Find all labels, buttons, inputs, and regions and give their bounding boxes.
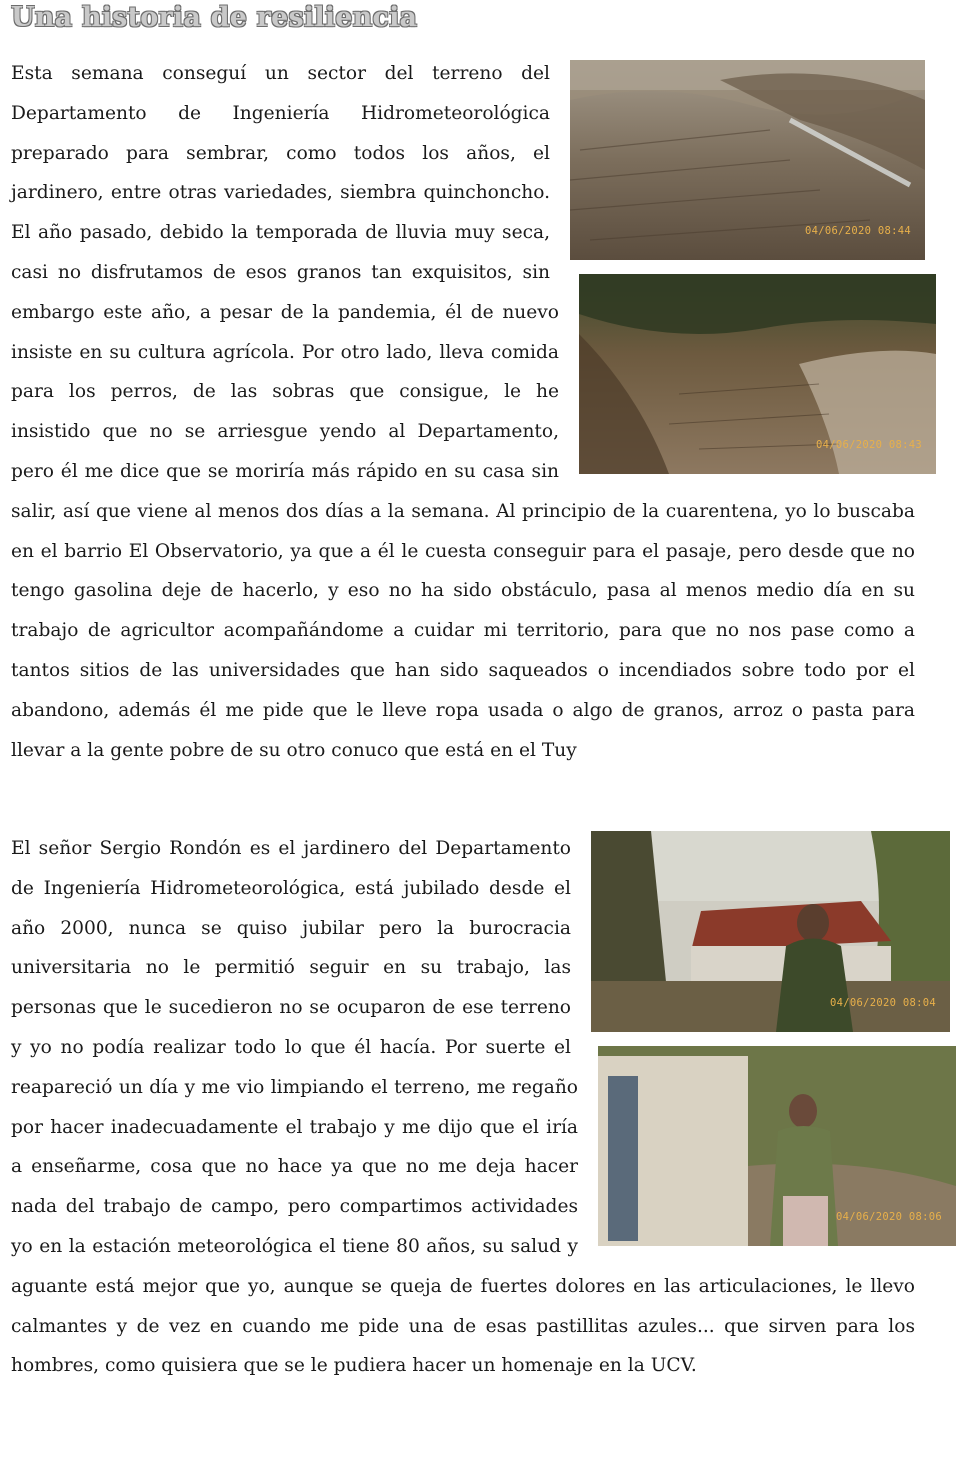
photo-timestamp: 04/06/2020 08:44 [805, 225, 911, 238]
paragraph-2-text: El señor Sergio Rondón es el jardinero del Departamento de Ingeniería Hidrometeorológica, está jubilado desde el año 2000, nunca se quiso jubilar pero la burocracia universitaria no le permitió seguir en su trabajo, las personas que le sucedieron no se ocuparon de ese terreno y yo no podía realizar todo lo que él hacía. Por suerte el reapareció un día y me vio limpiando el terreno, me regaño por hacer inadecuadamente el trabajo y me dijo que el iría a enseñarme, cosa que no hace ya que no me deja hacer nada del trabajo de campo, pero compartimos actividades yo en la estación meteorológica el tiene 80 años, su salud y aguante está mejor que yo, aunque se queja de fuertes dolores en las articulaciones, le llevo calmantes y de vez en cuando me pide una de esas pastillitas azules... que sirven para los hombres, como quisiera que se le pudiera hacer un homenaje en la UCV. [11, 838, 915, 1377]
photo-timestamp: 04/06/2020 08:06 [836, 1211, 942, 1224]
paragraph-1 [11, 54, 922, 770]
photo-cleared-ground [579, 274, 936, 474]
photo-plowed-field [570, 60, 925, 260]
photo-timestamp: 04/06/2020 08:43 [816, 439, 922, 452]
paragraph-2 [11, 829, 942, 1386]
photo-timestamp: 04/06/2020 08:04 [830, 997, 936, 1010]
photo-gardener-station [598, 1046, 956, 1246]
page-title: Una historia de resiliencia [11, 2, 418, 33]
paragraph-1-text: Esta semana conseguí un sector del terreno del Departamento de Ingeniería Hidrometeorológica preparado para sembrar, como todos los años, el jardinero, entre otras variedades, siembra quinchoncho. El año pasado, debido la temporada de lluvia muy seca, casi no disfrutamos de esos granos tan exquisitos, sin embargo este año, a pesar de la pandemia, él de nuevo insiste en su cultura agrícola. Por otro lado, lleva comida para los perros, de las sobras que consigue, le he insistido que no se arriesgue yendo al Departamento, pero él me dice que se moriría más rápido en su casa sin salir, así que viene al menos dos días a la semana. Al principio de la cuarentena, yo lo buscaba en el barrio El Observatorio, ya que a él le cuesta conseguir para el pasaje, pero desde que no tengo gasolina deje de hacerlo, y eso no ha sido obstáculo, pasa al menos medio día en su trabajo de agricultor acompañándome a cuidar mi territorio, para que no nos pase como a tantos sitios de las universidades que han sido saqueados o incendiados sobre todo por el abandono, además él me pide que le lleve ropa usada o algo de granos, arroz o pasta para llevar a la gente pobre de su otro conuco que está en el Tuy [11, 63, 915, 761]
photo-gardener-portrait [591, 831, 950, 1032]
